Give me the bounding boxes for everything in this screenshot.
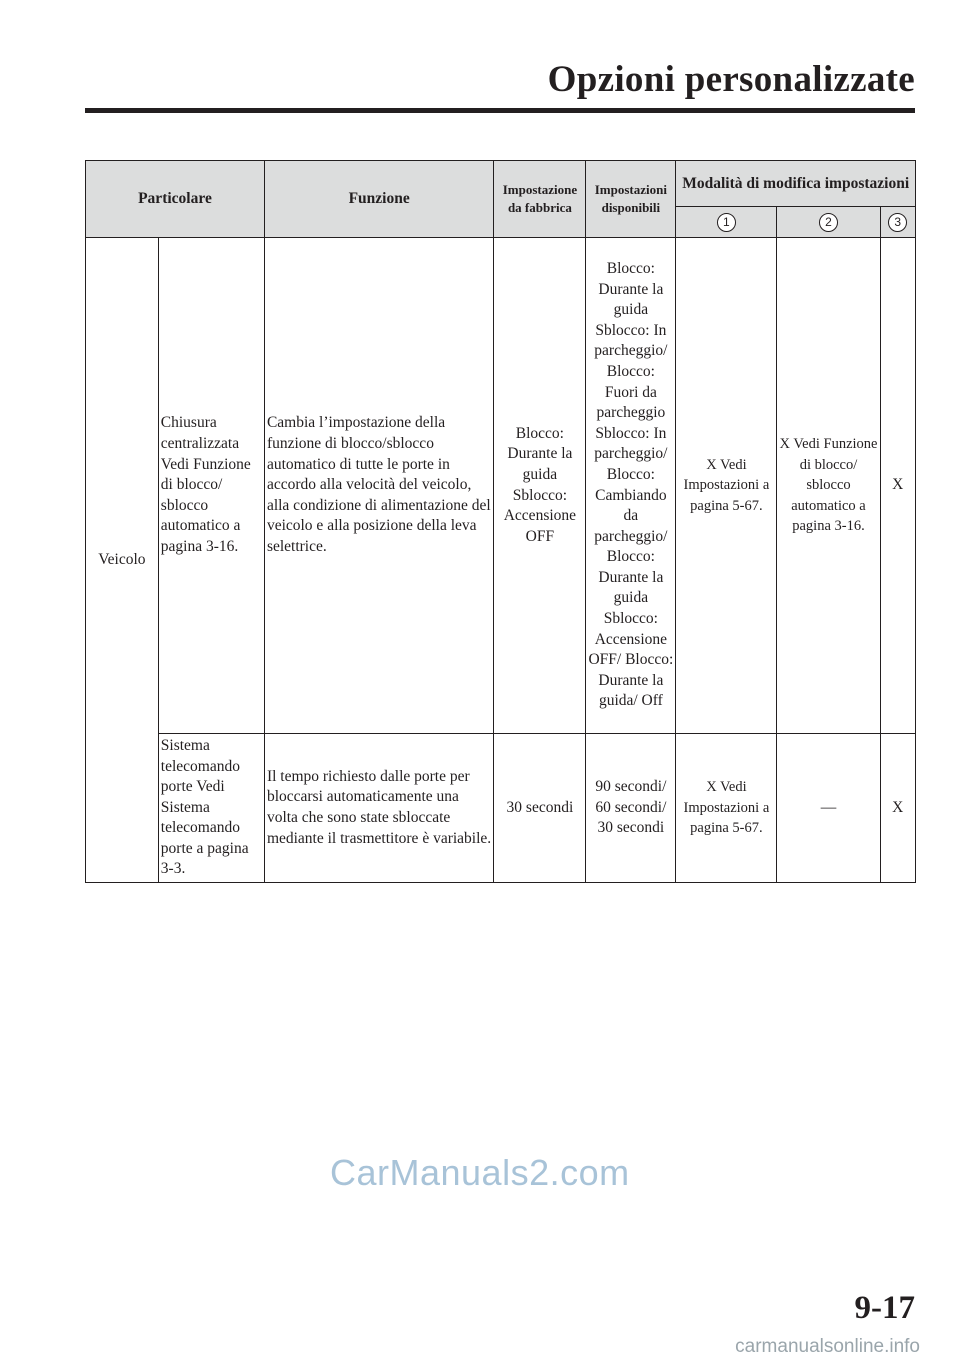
watermark: CarManuals2.com [330, 1152, 630, 1193]
mode-3-cell: X [880, 238, 915, 734]
factory-cell: Blocco: Durante la guida Sblocco: Accensione OFF [494, 238, 586, 734]
header-funzione: Funzione [264, 161, 493, 238]
page-title: Opzioni personalizzate [547, 59, 915, 100]
footer-site-link[interactable]: carmanualsonline.info [735, 1336, 920, 1357]
available-cell: 90 secondi/ 60 secondi/ 30 secondi [586, 734, 676, 883]
available-cell: Blocco: Durante la guida Sblocco: In parcheggio/ Blocco: Fuori da parcheggio Sblocco: In parcheggio/ Blocco: Cambiando da parcheggio/ Blocco: Durante la guida Sblocco: Accensione OFF/ Blocco: Durante la guida/ Off [586, 238, 676, 734]
header-mode-2 [777, 207, 880, 238]
page-number: 9-17 [854, 1290, 915, 1326]
mode-2-cell: — [777, 734, 880, 883]
funzione-cell: Il tempo richiesto dalle porte per bloccarsi automaticamente una volta che sono state sbloccate mediante il trasmettitore è variabile. [264, 734, 493, 883]
mode-3-cell: X [880, 734, 915, 883]
header-factory-setting: Impostazione da fabbrica [494, 161, 586, 238]
header-modes: Modalità di modifica impostazioni [676, 161, 916, 207]
mode-1-cell: X Vedi Impostazioni a pagina 5-67. [676, 238, 777, 734]
circled-1-icon: 1 [717, 213, 736, 232]
title-rule [85, 108, 915, 113]
table-row [86, 734, 916, 883]
mode-2-cell: X Vedi Funzione di blocco/ sblocco automatico a pagina 3-16. [777, 238, 880, 734]
table-row [86, 238, 916, 734]
particolare-cell: Sistema telecomando porte Vedi Sistema telecomando porte a pagina 3-3. [158, 734, 264, 883]
customization-table [85, 160, 916, 883]
factory-cell: 30 secondi [494, 734, 586, 883]
header-particolare: Particolare [86, 161, 265, 238]
header-available-settings: Impostazioni disponibili [586, 161, 676, 238]
header-mode-3 [880, 207, 915, 238]
table-header-row [86, 161, 916, 207]
particolare-cell: Chiusura centralizzata Vedi Funzione di blocco/ sblocco automatico a pagina 3-16. [158, 238, 264, 734]
group-veicolo: Veicolo [86, 238, 159, 883]
funzione-cell: Cambia l’impostazione della funzione di blocco/sblocco automatico di tutte le porte in accordo alla velocità del veicolo, alla condizione di alimentazione del veicolo e alla posizione della leva selettrice. [264, 238, 493, 734]
circled-3-icon: 3 [888, 213, 907, 232]
mode-1-cell: X Vedi Impostazioni a pagina 5-67. [676, 734, 777, 883]
header-mode-1 [676, 207, 777, 238]
circled-2-icon: 2 [819, 213, 838, 232]
